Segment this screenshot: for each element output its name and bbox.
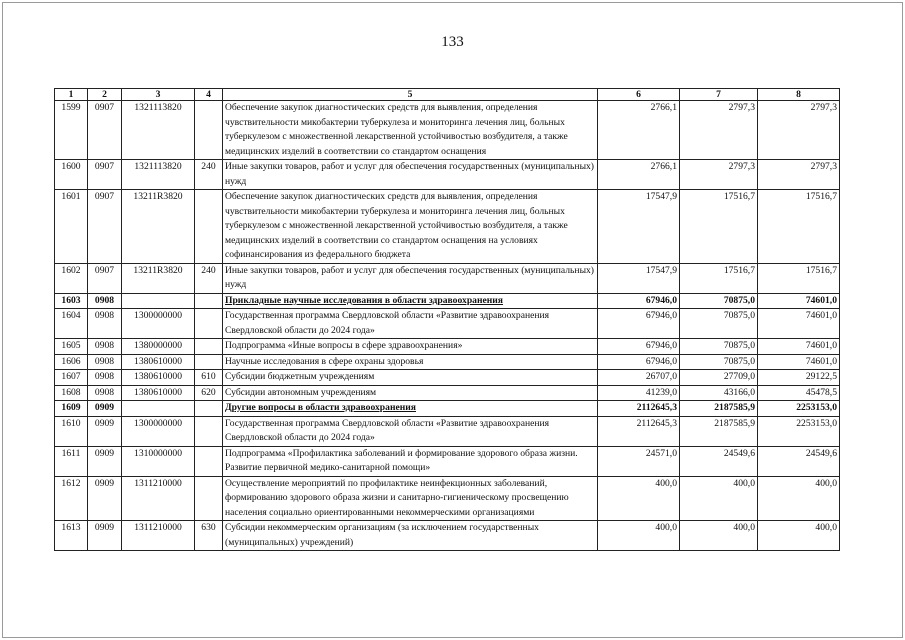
amount-col-8: 74601,0 <box>758 309 840 339</box>
table-row <box>55 339 840 355</box>
row-description: Осуществление мероприятий по профилактике неинфекционных заболеваний, формированию здорового образа жизни и санитарно-гигиеническому просвещению населения социально ориентированными некоммерческими организациями <box>223 476 598 521</box>
amount-col-7: 27709,0 <box>680 370 758 386</box>
row-description: Прикладные научные исследования в области здравоохранения <box>223 293 598 309</box>
section-code: 0909 <box>88 476 122 521</box>
table-row <box>55 190 840 264</box>
target-article-code: 1380610000 <box>122 354 195 370</box>
expense-type-code <box>195 190 223 264</box>
section-code: 0908 <box>88 309 122 339</box>
target-article-code <box>122 293 195 309</box>
amount-col-6: 67946,0 <box>598 293 680 309</box>
section-code: 0908 <box>88 293 122 309</box>
amount-col-7: 400,0 <box>680 476 758 521</box>
section-code: 0907 <box>88 160 122 190</box>
header-col-7: 7 <box>680 89 758 101</box>
expense-type-code: 240 <box>195 160 223 190</box>
section-code: 0909 <box>88 416 122 446</box>
row-description: Подпрограмма «Профилактика заболеваний и формирование здорового образа жизни. Развитие первичной медико-санитарной помощи» <box>223 446 598 476</box>
target-article-code: 1300000000 <box>122 309 195 339</box>
amount-col-8: 45478,5 <box>758 385 840 401</box>
row-description: Подпрограмма «Иные вопросы в сфере здравоохранения» <box>223 339 598 355</box>
page-number: 133 <box>441 34 464 50</box>
amount-col-6: 400,0 <box>598 521 680 551</box>
row-number: 1602 <box>55 263 88 293</box>
header-col-2: 2 <box>88 89 122 101</box>
amount-col-7: 17516,7 <box>680 263 758 293</box>
amount-col-8: 74601,0 <box>758 339 840 355</box>
amount-col-7: 17516,7 <box>680 190 758 264</box>
amount-col-6: 2766,1 <box>598 101 680 160</box>
row-description: Субсидии автономным учреждениям <box>223 385 598 401</box>
table-row <box>55 309 840 339</box>
expense-type-code: 240 <box>195 263 223 293</box>
table-header-row <box>55 89 840 101</box>
amount-col-6: 26707,0 <box>598 370 680 386</box>
amount-col-7: 24549,6 <box>680 446 758 476</box>
section-code: 0908 <box>88 354 122 370</box>
amount-col-7: 70875,0 <box>680 339 758 355</box>
row-description: Субсидии некоммерческим организациям (за исключением государственных (муниципальных) учреждений) <box>223 521 598 551</box>
amount-col-8: 17516,7 <box>758 263 840 293</box>
section-code: 0909 <box>88 446 122 476</box>
section-code: 0908 <box>88 370 122 386</box>
target-article-code: 1321113820 <box>122 160 195 190</box>
section-code: 0907 <box>88 101 122 160</box>
row-description: Обеспечение закупок диагностических средств для выявления, определения чувствительности микобактерии туберкулеза и мониторинга лечения лиц, больных туберкулезом с множественной лекарственной устойчивостью возбудителя, а также медицинских изделий в соответствии со стандартом оснащения <box>223 101 598 160</box>
row-description: Иные закупки товаров, работ и услуг для обеспечения государственных (муниципальных) нужд <box>223 160 598 190</box>
amount-col-8: 74601,0 <box>758 293 840 309</box>
target-article-code: 1300000000 <box>122 416 195 446</box>
table-row <box>55 446 840 476</box>
amount-col-8: 400,0 <box>758 521 840 551</box>
expense-type-code <box>195 401 223 417</box>
amount-col-8: 17516,7 <box>758 190 840 264</box>
amount-col-8: 24549,6 <box>758 446 840 476</box>
expense-type-code: 610 <box>195 370 223 386</box>
row-number: 1613 <box>55 521 88 551</box>
table-row <box>55 476 840 521</box>
expense-type-code <box>195 416 223 446</box>
amount-col-8: 2253153,0 <box>758 401 840 417</box>
amount-col-6: 67946,0 <box>598 339 680 355</box>
row-description: Обеспечение закупок диагностических средств для выявления, определения чувствительности микобактерии туберкулеза и мониторинга лечения лиц, больных туберкулезом с множественной лекарственной устойчивостью возбудителя, а также медицинских изделий в соответствии со стандартом оснащения на условиях софинансирования из федерального бюджета <box>223 190 598 264</box>
row-number: 1604 <box>55 309 88 339</box>
amount-col-8: 400,0 <box>758 476 840 521</box>
table-row <box>55 354 840 370</box>
target-article-code: 1380610000 <box>122 385 195 401</box>
target-article-code: 1310000000 <box>122 446 195 476</box>
row-number: 1606 <box>55 354 88 370</box>
expense-type-code <box>195 101 223 160</box>
row-description: Научные исследования в сфере охраны здоровья <box>223 354 598 370</box>
table-row <box>55 293 840 309</box>
section-code: 0909 <box>88 521 122 551</box>
table-row <box>55 263 840 293</box>
amount-col-8: 74601,0 <box>758 354 840 370</box>
row-description: Иные закупки товаров, работ и услуг для обеспечения государственных (муниципальных) нужд <box>223 263 598 293</box>
amount-col-6: 17547,9 <box>598 190 680 264</box>
amount-col-7: 2797,3 <box>680 101 758 160</box>
header-col-6: 6 <box>598 89 680 101</box>
amount-col-6: 2112645,3 <box>598 416 680 446</box>
expense-type-code <box>195 293 223 309</box>
amount-col-8: 29122,5 <box>758 370 840 386</box>
expense-type-code <box>195 309 223 339</box>
table-row <box>55 521 840 551</box>
expense-type-code <box>195 339 223 355</box>
table-row <box>55 416 840 446</box>
table-row <box>55 370 840 386</box>
amount-col-6: 24571,0 <box>598 446 680 476</box>
row-number: 1601 <box>55 190 88 264</box>
section-code: 0907 <box>88 263 122 293</box>
row-number: 1607 <box>55 370 88 386</box>
target-article-code: 1380000000 <box>122 339 195 355</box>
section-code: 0907 <box>88 190 122 264</box>
amount-col-8: 2797,3 <box>758 160 840 190</box>
expense-type-code <box>195 354 223 370</box>
row-description: Государственная программа Свердловской области «Развитие здравоохранения Свердловской области до 2024 года» <box>223 309 598 339</box>
budget-table <box>54 88 840 551</box>
amount-col-7: 400,0 <box>680 521 758 551</box>
amount-col-8: 2253153,0 <box>758 416 840 446</box>
table-row <box>55 385 840 401</box>
target-article-code: 1311210000 <box>122 476 195 521</box>
amount-col-6: 17547,9 <box>598 263 680 293</box>
target-article-code: 13211R3820 <box>122 263 195 293</box>
amount-col-6: 67946,0 <box>598 354 680 370</box>
target-article-code <box>122 401 195 417</box>
row-number: 1609 <box>55 401 88 417</box>
table-row <box>55 401 840 417</box>
row-description: Другие вопросы в области здравоохранения <box>223 401 598 417</box>
row-number: 1603 <box>55 293 88 309</box>
header-col-4: 4 <box>195 89 223 101</box>
amount-col-7: 43166,0 <box>680 385 758 401</box>
header-col-3: 3 <box>122 89 195 101</box>
expense-type-code <box>195 446 223 476</box>
section-code: 0908 <box>88 385 122 401</box>
amount-col-6: 2766,1 <box>598 160 680 190</box>
row-number: 1610 <box>55 416 88 446</box>
row-number: 1608 <box>55 385 88 401</box>
expense-type-code <box>195 476 223 521</box>
amount-col-7: 2187585,9 <box>680 401 758 417</box>
table-row <box>55 101 840 160</box>
header-col-1: 1 <box>55 89 88 101</box>
target-article-code: 1321113820 <box>122 101 195 160</box>
amount-col-6: 400,0 <box>598 476 680 521</box>
amount-col-6: 2112645,3 <box>598 401 680 417</box>
row-number: 1600 <box>55 160 88 190</box>
amount-col-7: 2797,3 <box>680 160 758 190</box>
amount-col-6: 41239,0 <box>598 385 680 401</box>
row-description: Субсидии бюджетным учреждениям <box>223 370 598 386</box>
amount-col-7: 70875,0 <box>680 309 758 339</box>
row-number: 1611 <box>55 446 88 476</box>
section-code: 0908 <box>88 339 122 355</box>
amount-col-7: 70875,0 <box>680 354 758 370</box>
target-article-code: 1311210000 <box>122 521 195 551</box>
header-col-8: 8 <box>758 89 840 101</box>
amount-col-7: 2187585,9 <box>680 416 758 446</box>
section-code: 0909 <box>88 401 122 417</box>
expense-type-code: 630 <box>195 521 223 551</box>
row-number: 1612 <box>55 476 88 521</box>
expense-type-code: 620 <box>195 385 223 401</box>
amount-col-8: 2797,3 <box>758 101 840 160</box>
table-row <box>55 160 840 190</box>
row-description: Государственная программа Свердловской области «Развитие здравоохранения Свердловской области до 2024 года» <box>223 416 598 446</box>
target-article-code: 13211R3820 <box>122 190 195 264</box>
amount-col-6: 67946,0 <box>598 309 680 339</box>
amount-col-7: 70875,0 <box>680 293 758 309</box>
row-number: 1605 <box>55 339 88 355</box>
row-number: 1599 <box>55 101 88 160</box>
target-article-code: 1380610000 <box>122 370 195 386</box>
header-col-5: 5 <box>223 89 598 101</box>
